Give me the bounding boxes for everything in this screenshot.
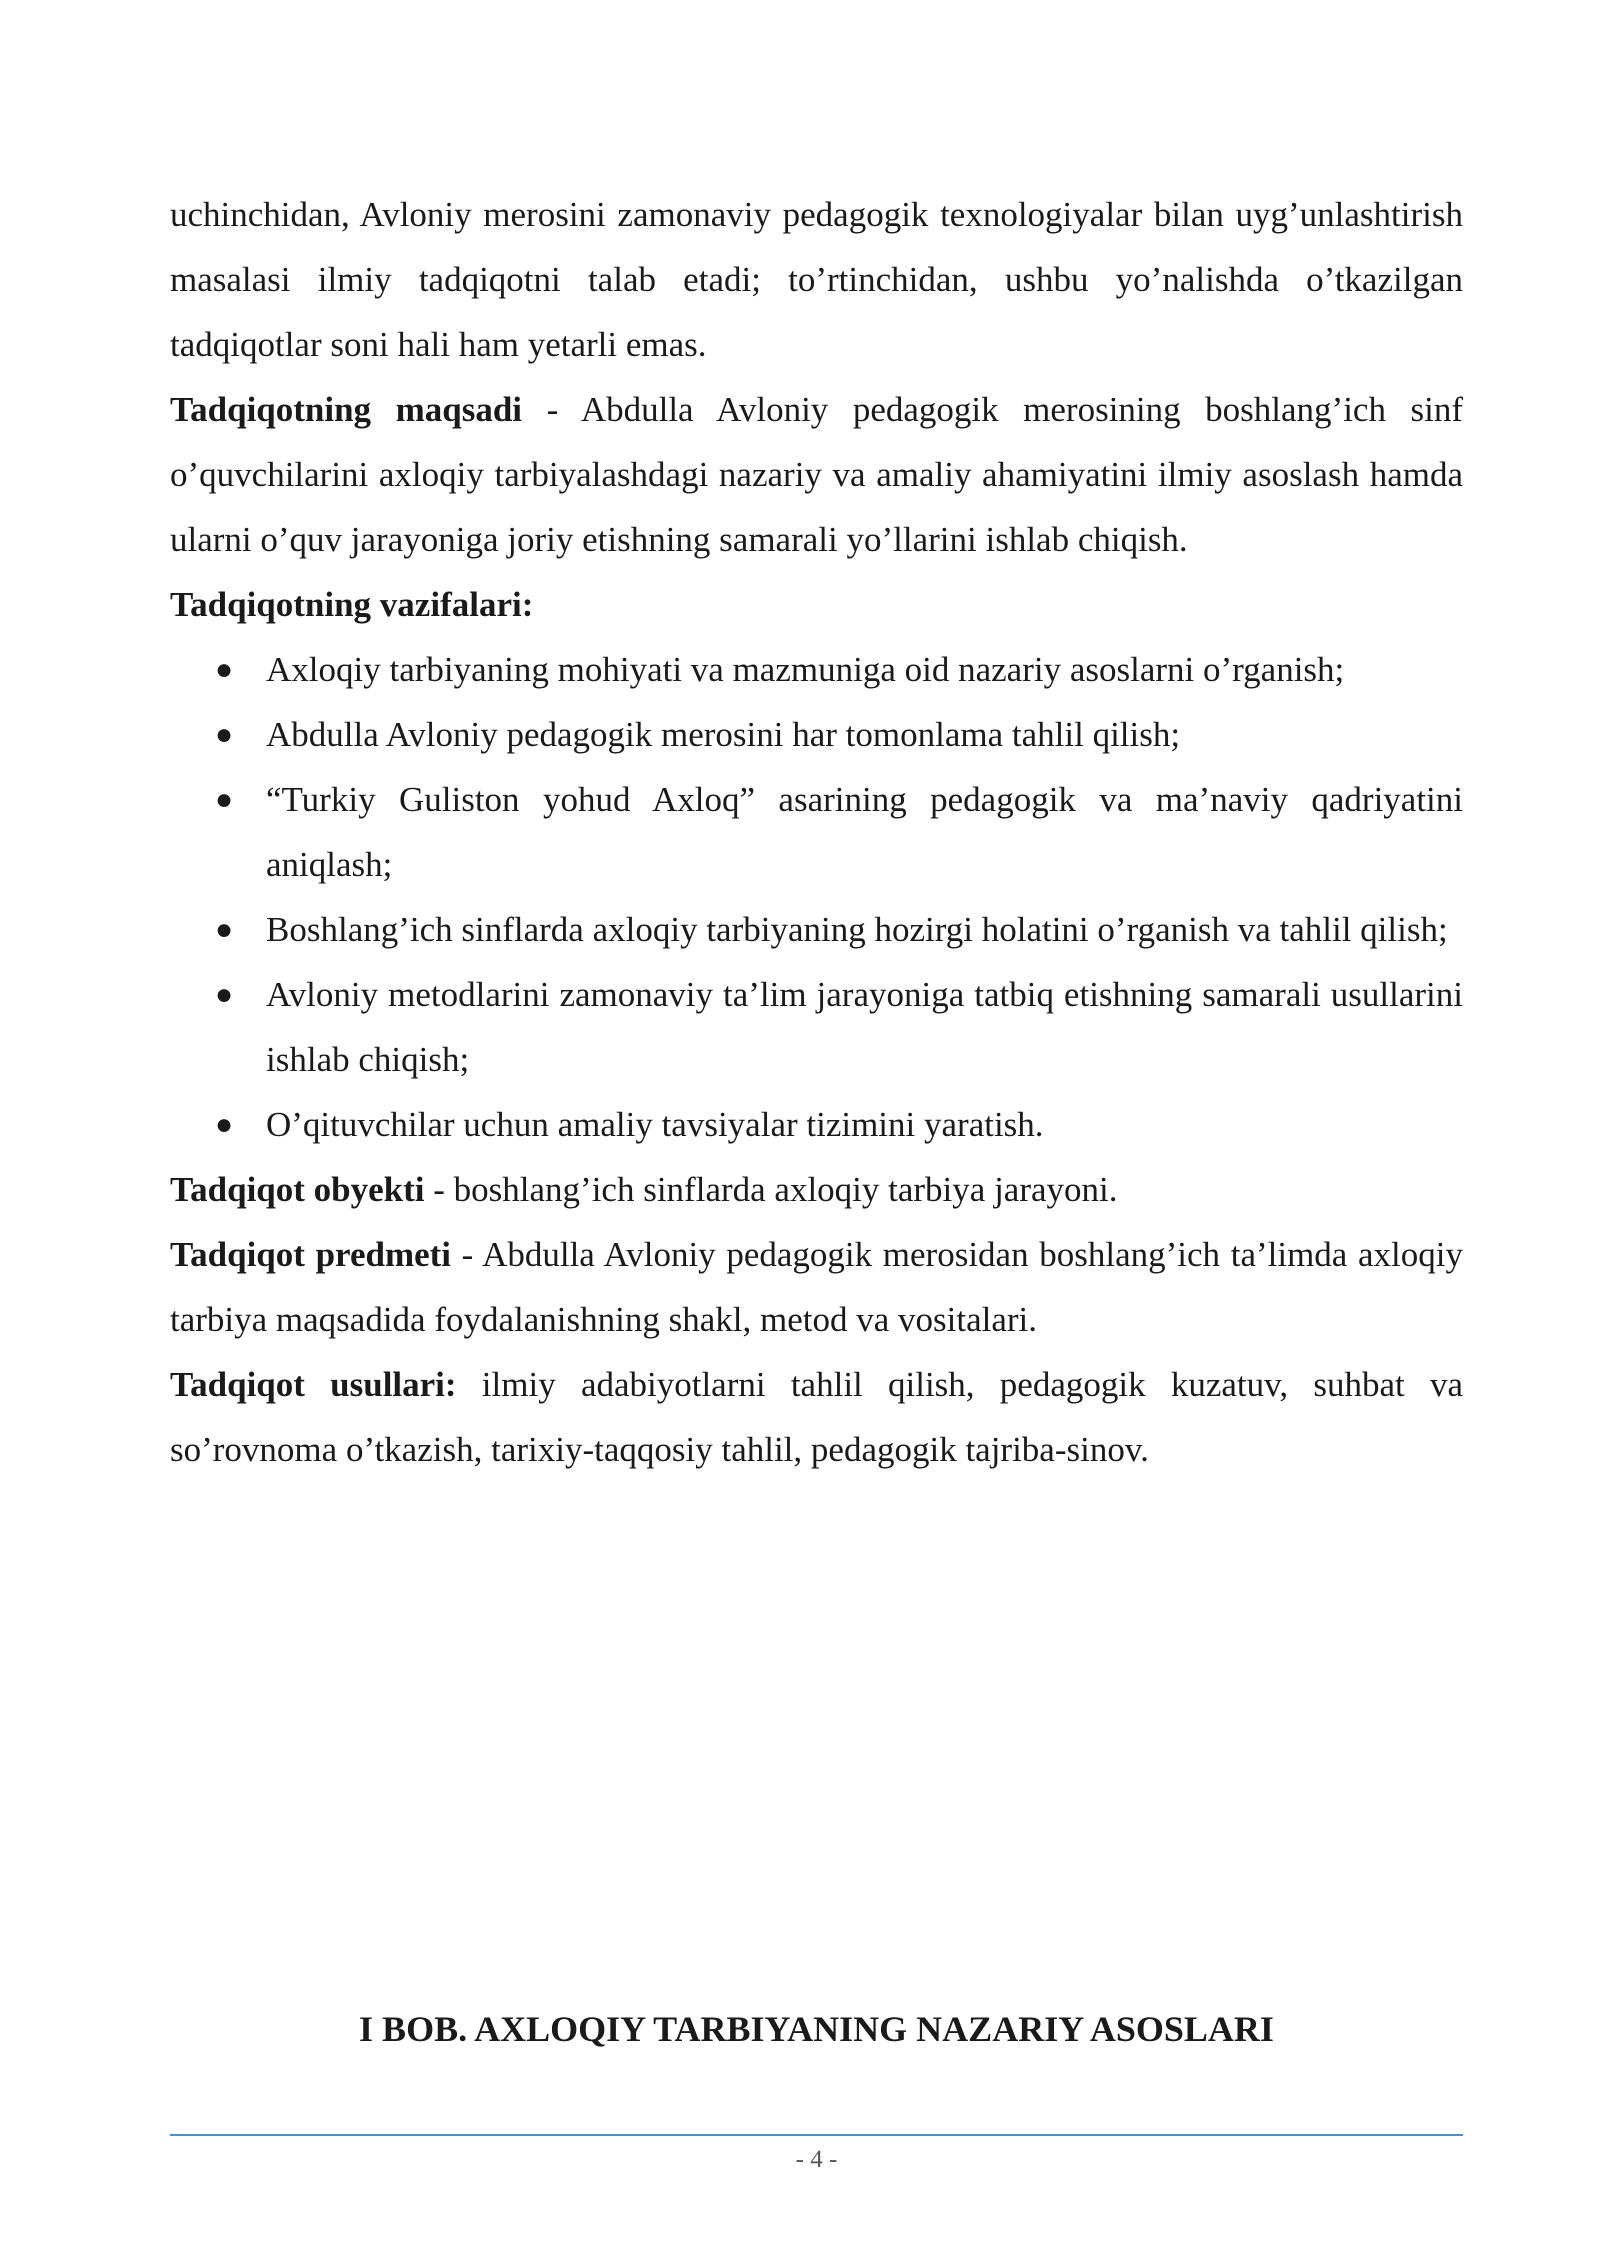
subject-text: - Abdulla Avloniy pedagogik merosidan boshlang’ich ta’limda axloqiy tarbiya maqsadida foydalanishning shakl, metod va vositalari. — [170, 1235, 1463, 1339]
tasks-heading — [170, 572, 1463, 637]
tasks-label: Tadqiqotning vazifalari: — [170, 585, 534, 624]
chapter-heading: I BOB. AXLOQIY TARBIYANING NAZARIY ASOSLARI — [359, 2009, 1274, 2049]
subject-label: Tadqiqot predmeti — [170, 1235, 452, 1274]
methods-label: Tadqiqot usullari: — [170, 1365, 457, 1404]
page-number: - 4 - — [795, 2146, 838, 2173]
methods-paragraph — [170, 1352, 1463, 1482]
document-body — [170, 182, 1463, 1482]
task-text: O’qituvchilar uchun amaliy tavsiyalar tizimini yaratish. — [266, 1105, 1044, 1144]
methods-text: ilmiy adabiyotlarni tahlil qilish, pedagogik kuzatuv, suhbat va so’rovnoma o’tkazish, tarixiy-taqqosiy tahlil, pedagogik tajriba-sinov. — [170, 1365, 1463, 1469]
intro-paragraph: uchinchidan, Avloniy merosini zamonaviy pedagogik texnologiyalar bilan uyg’unlashtirish masalasi ilmiy tadqiqotni talab etadi; to’rtinchidan, ushbu yo’nalishda o’tkazilgan tadqiqotlar soni hali ham yetarli emas. — [170, 195, 1463, 364]
object-label: Tadqiqot obyekti — [170, 1170, 425, 1209]
list-item — [215, 962, 1463, 1092]
task-text: “Turkiy Guliston yohud Axloq” asarining pedagogik va ma’naviy qadriyatini aniqlash; — [266, 780, 1463, 884]
object-text: - boshlang’ich sinflarda axloqiy tarbiya jarayoni. — [424, 1170, 1118, 1209]
list-item — [215, 897, 1463, 962]
bullet-icon: ● — [215, 718, 234, 751]
footer-divider — [170, 2134, 1463, 2136]
bullet-icon: ● — [215, 783, 234, 816]
bullet-icon: ● — [215, 653, 234, 686]
goal-label: Tadqiqotning maqsadi — [170, 390, 523, 429]
list-item — [215, 767, 1463, 897]
bullet-icon: ● — [215, 1108, 234, 1141]
task-text: Boshlang’ich sinflarda axloqiy tarbiyaning hozirgi holatini o’rganish va tahlil qilish; — [266, 910, 1448, 949]
task-text: Abdulla Avloniy pedagogik merosini har tomonlama tahlil qilish; — [266, 715, 1181, 754]
subject-paragraph — [170, 1222, 1463, 1352]
task-text: Axloqiy tarbiyaning mohiyati va mazmuniga oid nazariy asoslarni o’rganish; — [266, 650, 1345, 689]
list-item — [215, 637, 1463, 702]
goal-paragraph — [170, 377, 1463, 572]
goal-text: - Abdulla Avloniy pedagogik merosining boshlang’ich sinf o’quvchilarini axloqiy tarbiyalashdagi nazariy va amaliy ahamiyatini ilmiy asoslash hamda ularni o’quv jarayoniga joriy etishning samarali yo’llarini ishlab chiqish. — [170, 390, 1463, 559]
bullet-icon: ● — [215, 978, 234, 1011]
object-paragraph — [170, 1157, 1463, 1222]
list-item — [215, 1092, 1463, 1157]
list-item — [215, 702, 1463, 767]
task-text: Avloniy metodlarini zamonaviy ta’lim jarayoniga tatbiq etishning samarali usullarini ishlab chiqish; — [266, 975, 1463, 1079]
tasks-list — [170, 637, 1463, 1157]
bullet-icon: ● — [215, 913, 234, 946]
